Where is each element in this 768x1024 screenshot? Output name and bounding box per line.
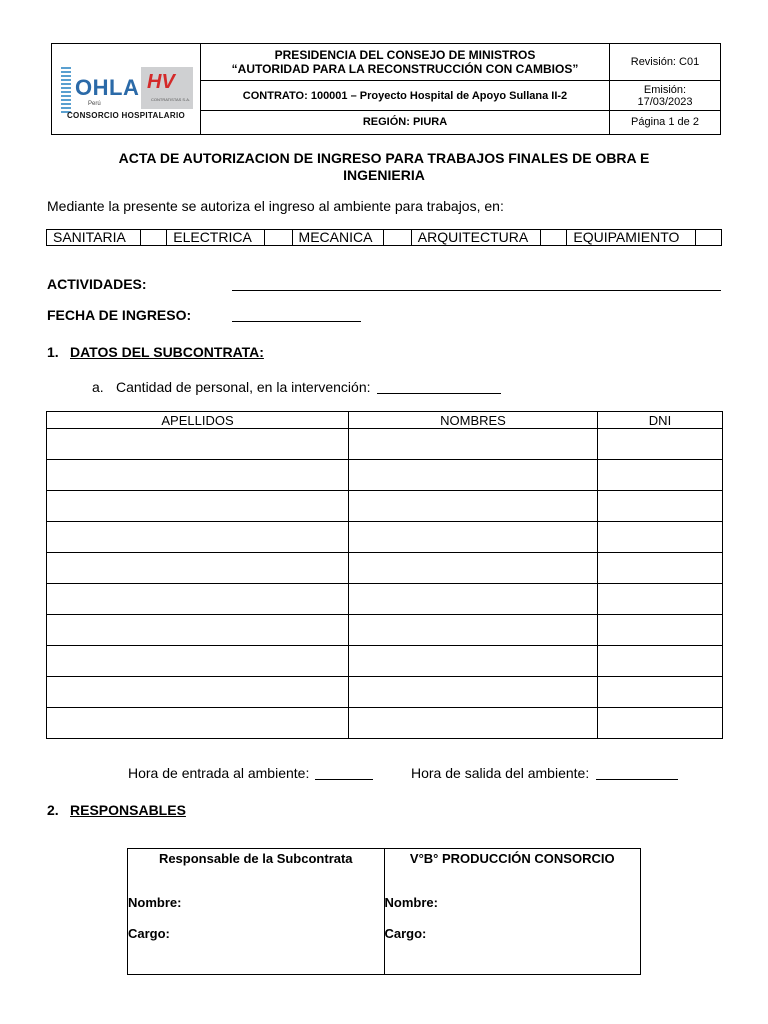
responsable-subcontrata-cell[interactable] <box>128 849 385 975</box>
section2-number: 2. <box>47 802 59 818</box>
column-header-apellidos: APELLIDOS <box>47 412 349 429</box>
cell-nombres[interactable] <box>349 522 598 553</box>
emission <box>610 81 721 110</box>
column-header-nombres: NOMBRES <box>349 412 598 429</box>
cantidad-personal-field[interactable] <box>377 393 501 394</box>
specialty-equipamiento: EQUIPAMIENTO <box>567 230 695 246</box>
fecha-ingreso-field[interactable] <box>232 321 361 322</box>
cell-nombres[interactable] <box>349 460 598 491</box>
cell-dni[interactable] <box>598 615 723 646</box>
actividades-label: ACTIVIDADES: <box>47 276 147 292</box>
cell-dni[interactable] <box>598 677 723 708</box>
peru-logo-text: Perú <box>88 101 101 107</box>
cargo-label: Cargo: <box>384 926 427 941</box>
checkbox-sanitaria[interactable] <box>140 230 166 246</box>
cell-dni[interactable] <box>598 646 723 677</box>
consorcio-logo-text: CONSORCIO HOSPITALARIO <box>66 111 185 120</box>
emission-date: 17/03/2023 <box>637 95 693 108</box>
table-row <box>47 553 723 584</box>
cell-apellidos[interactable] <box>47 708 349 739</box>
column-header-dni: DNI <box>598 412 723 429</box>
section1-title: DATOS DEL SUBCONTRATA: <box>70 344 264 360</box>
contract: CONTRATO: 100001 – Proyecto Hospital de Apoyo Sullana II-2 <box>201 81 610 110</box>
cell-nombres[interactable] <box>349 708 598 739</box>
table-row <box>47 429 723 460</box>
nombre-label: Nombre: <box>384 895 438 910</box>
document-header <box>51 43 721 135</box>
cell-dni[interactable] <box>598 584 723 615</box>
hora-salida-field[interactable] <box>596 779 678 780</box>
fecha-ingreso-label: FECHA DE INGRESO: <box>47 307 192 323</box>
responsables-table <box>127 848 641 975</box>
checkbox-electrica[interactable] <box>265 230 292 246</box>
table-row <box>47 646 723 677</box>
specialty-arquitectura: ARQUITECTURA <box>411 230 540 246</box>
cell-apellidos[interactable] <box>47 615 349 646</box>
personnel-table-body <box>47 429 723 739</box>
table-row <box>47 677 723 708</box>
table-row <box>47 708 723 739</box>
cell-apellidos[interactable] <box>47 646 349 677</box>
cell-nombres[interactable] <box>349 646 598 677</box>
section1-number: 1. <box>47 344 59 360</box>
actividades-field[interactable] <box>232 290 721 291</box>
table-row <box>47 584 723 615</box>
emission-label: Emisión: <box>643 83 687 96</box>
hv-logo <box>141 67 193 109</box>
header-title <box>201 44 610 81</box>
cell-nombres[interactable] <box>349 677 598 708</box>
specialty-mecanica: MECANICA <box>292 230 384 246</box>
specialty-electrica: ELECTRICA <box>167 230 265 246</box>
specialty-sanitaria: SANITARIA <box>47 230 141 246</box>
cell-nombres[interactable] <box>349 491 598 522</box>
ohla-stripes-icon <box>61 67 71 113</box>
checkbox-arquitectura[interactable] <box>541 230 567 246</box>
revision: Revisión: C01 <box>610 44 721 81</box>
hora-salida-label: Hora de salida del ambiente: <box>411 765 590 781</box>
vb-produccion-cell[interactable] <box>384 849 641 975</box>
region: REGIÓN: PIURA <box>201 110 610 134</box>
document-title-line1: ACTA DE AUTORIZACION DE INGRESO PARA TRABAJOS FINALES DE OBRA E <box>118 150 650 166</box>
cell-apellidos[interactable] <box>47 553 349 584</box>
header-title-line2: “AUTORIDAD PARA LA RECONSTRUCCIÓN CON CAMBIOS” <box>231 62 579 77</box>
cell-apellidos[interactable] <box>47 491 349 522</box>
specialties-row <box>46 229 722 246</box>
checkbox-equipamiento[interactable] <box>695 230 721 246</box>
cell-apellidos[interactable] <box>47 584 349 615</box>
cell-apellidos[interactable] <box>47 677 349 708</box>
cell-apellidos[interactable] <box>47 522 349 553</box>
cell-dni[interactable] <box>598 553 723 584</box>
cell-nombres[interactable] <box>349 429 598 460</box>
logo-cell <box>52 44 201 135</box>
cell-dni[interactable] <box>598 708 723 739</box>
ohla-logo-text: OHLA <box>75 75 140 100</box>
item-a-text: Cantidad de personal, en la intervención: <box>116 379 371 395</box>
hora-entrada-label: Hora de entrada al ambiente: <box>128 765 310 781</box>
intro-text: Mediante la presente se autoriza el ingreso al ambiente para trabajos, en: <box>47 198 504 214</box>
cell-apellidos[interactable] <box>47 429 349 460</box>
cell-nombres[interactable] <box>349 584 598 615</box>
header-title-line1: PRESIDENCIA DEL CONSEJO DE MINISTROS <box>274 48 536 63</box>
page-number: Página 1 de 2 <box>610 110 721 134</box>
cell-dni[interactable] <box>598 429 723 460</box>
cell-dni[interactable] <box>598 491 723 522</box>
table-row <box>47 491 723 522</box>
hv-logo-subtext: CONTRATISTAS S.A. <box>151 97 190 102</box>
table-row <box>47 460 723 491</box>
section2-title: RESPONSABLES <box>70 802 186 818</box>
cell-nombres[interactable] <box>349 553 598 584</box>
responsable-subcontrata-title: Responsable de la Subcontrata <box>158 851 353 866</box>
cargo-label: Cargo: <box>128 926 170 941</box>
document-title <box>48 150 720 184</box>
item-a-letter: a. <box>92 379 104 395</box>
table-row <box>47 615 723 646</box>
hora-entrada-field[interactable] <box>315 779 373 780</box>
checkbox-mecanica[interactable] <box>384 230 411 246</box>
company-logo <box>57 53 195 125</box>
table-row <box>47 522 723 553</box>
cell-apellidos[interactable] <box>47 460 349 491</box>
cell-dni[interactable] <box>598 460 723 491</box>
cell-nombres[interactable] <box>349 615 598 646</box>
document-title-line2: INGENIERIA <box>343 167 425 183</box>
vb-produccion-title: V°B° PRODUCCIÓN CONSORCIO <box>409 851 615 866</box>
cell-dni[interactable] <box>598 522 723 553</box>
nombre-label: Nombre: <box>128 895 182 910</box>
hv-logo-text: HV <box>147 71 175 93</box>
personnel-table <box>46 411 723 739</box>
